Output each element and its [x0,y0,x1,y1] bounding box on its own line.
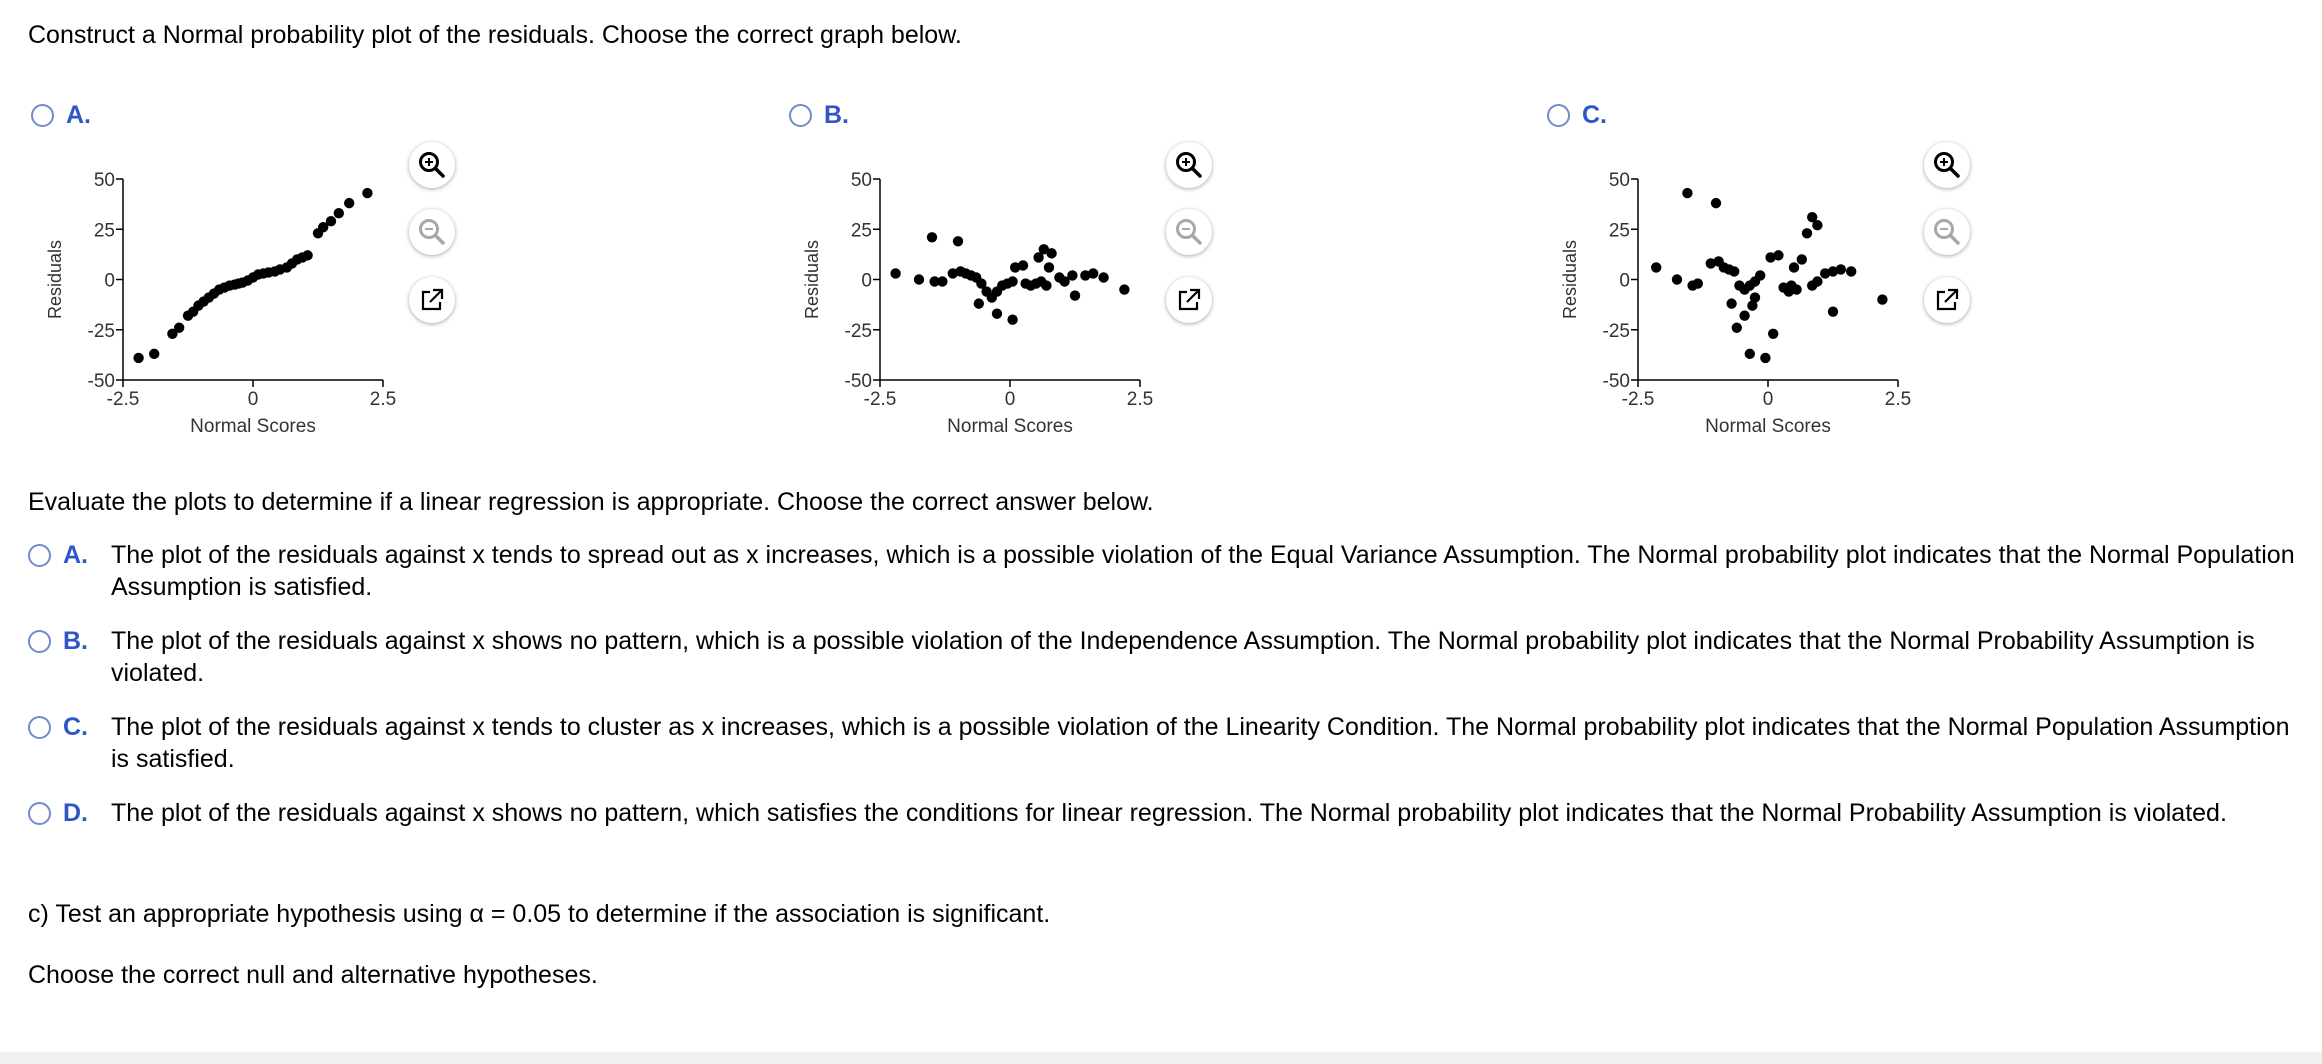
y-axis-label: Residuals [1560,239,1580,320]
data-point [174,323,184,333]
answer-option-c[interactable] [28,711,2298,775]
y-tick-label: 50 [850,170,872,191]
graph-option-a[interactable] [31,101,91,130]
data-point [914,274,924,284]
x-tick-label: 0 [247,389,259,410]
x-tick-label: 2.5 [1126,389,1154,410]
scatter-plot-svg [40,165,420,445]
normal-probability-plot-a [40,165,420,445]
data-point [1067,270,1077,280]
x-tick-label: 0 [1762,389,1774,410]
radio-button[interactable] [28,544,51,567]
data-point [1846,266,1856,276]
zoom-out-button[interactable] [1166,209,1212,255]
data-point [1760,353,1770,363]
data-point [1739,310,1749,320]
data-point [334,208,344,218]
data-point [1651,262,1661,272]
data-point [1828,306,1838,316]
y-tick-label: 25 [93,220,115,242]
answer-text: The plot of the residuals against x shows no pattern, which is a possible violation of the Independence Assumption. The Normal probability plot indicates that the Normal Probability Assumption is violated. [111,627,2255,687]
y-tick-label: -25 [844,320,872,342]
x-axis-label: Normal Scores [947,416,1073,437]
data-point [937,276,947,286]
data-point [1726,298,1736,308]
data-point [326,216,336,226]
zoom-in-button[interactable] [1924,142,1970,188]
data-point [1007,276,1017,286]
data-point [1802,228,1812,238]
normal-probability-plot-b [797,165,1177,445]
data-point [1098,272,1108,282]
question-text-1: Construct a Normal probability plot of the residuals. Choose the correct graph below. [28,21,962,49]
data-point [1729,266,1739,276]
data-point [1046,248,1056,258]
data-point [953,236,963,246]
data-point [1711,198,1721,208]
x-tick-label: -2.5 [106,389,140,410]
radio-button[interactable] [28,630,51,653]
y-axis-label: Residuals [802,239,822,320]
answer-text: The plot of the residuals against x shows no pattern, which satisfies the conditions for linear regression. The Normal probability plot indicates that the Normal Probability Assumption is violated. [111,799,2227,827]
y-tick-label: 25 [850,220,872,242]
answer-text: The plot of the residuals against x tends to spread out as x increases, which is a possible violation of the Equal Variance Assumption. The Normal probability plot indicates that the Normal Population Assumption is satisfied. [111,541,2295,601]
data-point [927,232,937,242]
y-tick-label: 50 [1608,170,1630,191]
zoom-out-button[interactable] [1924,209,1970,255]
y-tick-label: 25 [1608,220,1630,242]
data-point [1750,292,1760,302]
zoom-out-icon [1932,217,1962,247]
question-text-4: Choose the correct null and alternative hypotheses. [28,961,598,989]
x-axis-label: Normal Scores [1705,416,1831,437]
option-letter: D. [63,799,88,827]
option-letter: B. [824,101,849,129]
radio-button[interactable] [789,104,812,127]
option-letter: B. [63,627,88,655]
y-axis-label: Residuals [45,239,65,320]
radio-button[interactable] [31,104,54,127]
y-tick-label: -25 [87,320,115,342]
x-tick-label: -2.5 [863,389,897,410]
graph-option-b[interactable] [789,101,849,130]
option-letter: C. [1582,101,1607,129]
data-point [1755,270,1765,280]
answer-option-b[interactable] [28,625,2298,689]
data-point [149,349,159,359]
zoom-out-icon [1174,217,1204,247]
data-point [133,353,143,363]
popout-icon [419,287,445,313]
popout-icon [1176,287,1202,313]
y-tick-label: 0 [1619,270,1630,292]
scatter-plot-svg [797,165,1177,445]
y-tick-label: 0 [861,270,872,292]
option-letter: C. [63,713,88,741]
footer-bar [0,1052,2322,1064]
data-point [1789,262,1799,272]
x-tick-label: 2.5 [369,389,397,410]
data-point [1682,188,1692,198]
zoom-in-button[interactable] [1166,142,1212,188]
answer-option-d[interactable] [28,797,2298,829]
y-tick-label: -50 [844,371,872,392]
popout-button[interactable] [1924,277,1970,323]
normal-probability-plot-c [1555,165,1935,445]
radio-button[interactable] [28,802,51,825]
data-point [1812,276,1822,286]
x-tick-label: 0 [1004,389,1016,410]
zoom-out-icon [417,217,447,247]
zoom-in-button[interactable] [409,142,455,188]
data-point [1836,264,1846,274]
answer-text: The plot of the residuals against x tends to cluster as x increases, which is a possible violation of the Linearity Condition. The Normal probability plot indicates that the Normal Population Assumption is satisfied. [111,713,2290,773]
radio-button[interactable] [1547,104,1570,127]
data-point [1745,349,1755,359]
data-point [1797,254,1807,264]
data-point [344,198,354,208]
option-letter: A. [63,541,88,569]
data-point [362,188,372,198]
y-tick-label: 0 [104,270,115,292]
zoom-in-icon [1932,150,1962,180]
data-point [302,250,312,260]
data-point [1018,260,1028,270]
data-point [890,268,900,278]
x-axis-label: Normal Scores [190,416,316,437]
y-tick-label: 50 [93,170,115,191]
graph-option-c[interactable] [1547,101,1607,130]
x-tick-label: 2.5 [1884,389,1912,410]
y-tick-label: -25 [1602,320,1630,342]
option-letter: A. [66,101,91,129]
x-tick-label: -2.5 [1621,389,1655,410]
data-point [992,308,1002,318]
data-point [1041,280,1051,290]
question-text-3: c) Test an appropriate hypothesis using α = 0.05 to determine if the association is significant. [28,900,1051,928]
data-point [1088,268,1098,278]
zoom-in-icon [1174,150,1204,180]
data-point [1773,250,1783,260]
data-point [1768,329,1778,339]
data-point [1812,220,1822,230]
scatter-plot-svg [1555,165,1935,445]
y-tick-label: -50 [1602,371,1630,392]
popout-icon [1934,287,1960,313]
data-point [974,298,984,308]
data-point [1044,262,1054,272]
data-point [1007,315,1017,325]
zoom-out-button[interactable] [409,209,455,255]
y-tick-label: -50 [87,371,115,392]
radio-button[interactable] [28,716,51,739]
data-point [1732,323,1742,333]
question-text-2: Evaluate the plots to determine if a linear regression is appropriate. Choose the correct answer below. [28,488,1154,516]
data-point [1877,294,1887,304]
answer-option-a[interactable] [28,539,2298,603]
data-point [1070,290,1080,300]
popout-button[interactable] [1166,277,1212,323]
zoom-in-icon [417,150,447,180]
data-point [1693,278,1703,288]
data-point [1672,274,1682,284]
data-point [1786,280,1796,290]
data-point [1119,284,1129,294]
popout-button[interactable] [409,277,455,323]
